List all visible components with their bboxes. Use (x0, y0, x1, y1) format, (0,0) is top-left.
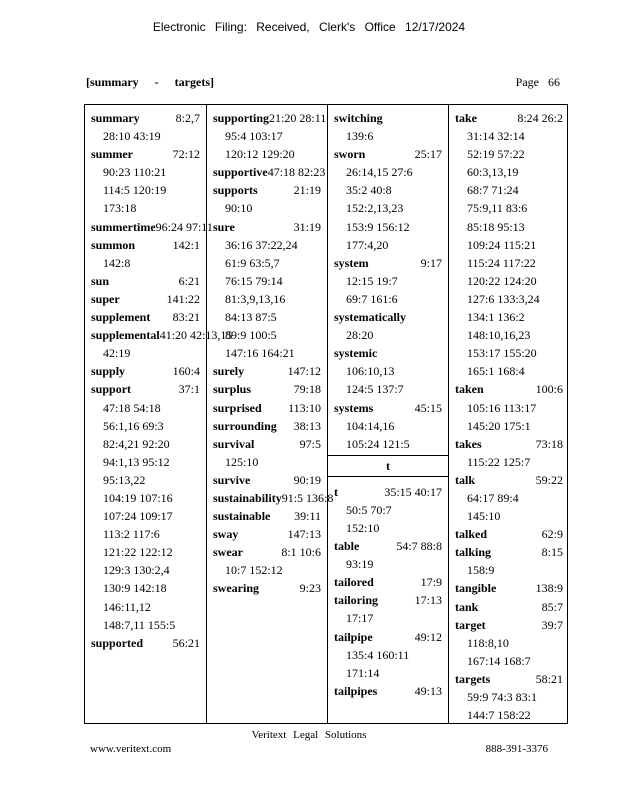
index-reference: 58:21 (535, 671, 563, 686)
index-reference: 45:15 (414, 400, 442, 415)
index-term: talked (455, 527, 488, 542)
index-column-3 (327, 105, 448, 723)
index-entry (334, 344, 442, 398)
index-reference: 42:19 (103, 346, 131, 361)
index-reference: 25:17 (414, 147, 442, 162)
index-entry (455, 543, 563, 579)
index-entry (91, 109, 200, 145)
index-reference: 10:7 152:12 (225, 563, 283, 578)
index-term: summer (91, 147, 133, 162)
index-reference: 39:11 (294, 509, 321, 524)
index-reference: 105:16 113:17 (467, 400, 537, 415)
index-reference: 75:9,11 83:6 (467, 201, 528, 216)
index-term: supports (213, 183, 258, 198)
index-term: tailored (334, 575, 374, 590)
index-reference: 59:9 74:3 83:1 (467, 690, 538, 704)
index-reference: 118:8,10 (467, 635, 509, 650)
index-reference: 105:24 121:5 (346, 436, 410, 451)
index-reference: 148:7,11 155:5 (103, 617, 176, 632)
index-reference: 145:10 (467, 509, 501, 524)
index-entry (455, 579, 563, 597)
index-term: systems (334, 400, 374, 415)
index-term: surrounding (213, 418, 277, 433)
index-reference: 39:7 (541, 617, 563, 632)
index-entry (91, 218, 213, 236)
index-reference: 127:6 133:3,24 (467, 291, 540, 306)
index-reference: 153:17 155:20 (467, 346, 537, 361)
index-reference: 147:13 (287, 527, 321, 542)
index-entry (334, 537, 442, 573)
index-reference: 69:7 161:6 (346, 291, 398, 306)
index-term: sure (213, 219, 235, 234)
index-entry (213, 579, 321, 597)
index-reference: 158:9 (467, 563, 495, 578)
index-term: tangible (455, 581, 497, 596)
index-reference: 26:14,15 27:6 (346, 165, 413, 180)
index-reference: 17:9 (420, 575, 442, 590)
index-entry (334, 573, 442, 591)
index-reference: 76:15 79:14 (225, 273, 283, 288)
index-reference: 41:20 42:13,15 (159, 328, 233, 343)
index-term: surplus (213, 382, 252, 397)
index-entry (334, 254, 442, 308)
index-table (84, 104, 568, 724)
index-reference: 17:13 (414, 593, 442, 608)
index-reference: 152:2,13,23 (346, 201, 404, 216)
index-term: target (455, 617, 486, 632)
index-reference: 28:20 (346, 328, 374, 343)
index-reference: 113:2 117:6 (103, 527, 160, 542)
index-reference: 54:7 88:8 (396, 539, 442, 554)
index-term: t (334, 484, 338, 499)
index-reference: 113:10 (288, 400, 321, 415)
index-entry (213, 489, 334, 507)
index-term: supply (91, 364, 126, 379)
index-reference: 38:13 (293, 418, 321, 433)
index-reference: 36:16 37:22,24 (225, 237, 298, 252)
index-reference: 37:1 (178, 382, 200, 397)
index-reference: 153:9 156:12 (346, 219, 410, 234)
index-reference: 81:3,9,13,16 (225, 291, 286, 306)
index-reference: 59:22 (535, 472, 563, 487)
index-reference: 47:18 54:18 (103, 400, 161, 415)
index-term: takes (455, 436, 482, 451)
index-reference: 115:24 117:22 (467, 255, 536, 270)
index-term: survival (213, 436, 255, 451)
index-term: tailoring (334, 593, 378, 608)
index-term: systemic (334, 346, 378, 361)
index-reference: 85:7 (541, 599, 563, 614)
index-reference: 90:10 (225, 201, 253, 216)
index-term: systematically (334, 310, 406, 325)
index-entry (213, 380, 321, 398)
index-entry (91, 145, 200, 217)
index-reference: 56:1,16 69:3 (103, 418, 164, 433)
index-entry (213, 109, 327, 163)
index-entry (91, 380, 200, 633)
index-reference: 129:3 130:2,4 (103, 563, 170, 578)
range-separator: - (154, 75, 159, 89)
index-term: take (455, 111, 477, 125)
index-reference: 56:21 (172, 635, 200, 650)
index-reference: 8:24 26:2 (517, 111, 563, 125)
index-entry (213, 362, 321, 380)
index-reference: 50:5 70:7 (346, 502, 392, 517)
index-term: sustainable (213, 509, 271, 524)
index-reference: 139:6 (346, 129, 374, 144)
index-term: sworn (334, 147, 366, 162)
index-term: tailpipes (334, 683, 378, 698)
index-reference: 142:1 (172, 237, 200, 252)
index-reference: 146:11,12 (103, 599, 151, 614)
index-entry (213, 525, 321, 543)
index-entry (91, 326, 233, 362)
index-term: supportive (213, 165, 268, 180)
index-term: supporting (213, 111, 270, 125)
index-entry (455, 670, 563, 724)
index-reference: 171:14 (346, 665, 380, 680)
index-entry (334, 591, 442, 627)
range-end: targets] (174, 75, 214, 89)
index-entry (91, 634, 200, 652)
index-reference: 104:19 107:16 (103, 490, 173, 505)
index-reference: 31:14 32:14 (467, 129, 525, 144)
index-column-4 (448, 105, 569, 723)
index-reference: 95:4 103:17 (225, 129, 283, 144)
index-term: super (91, 291, 120, 306)
index-term: tank (455, 599, 479, 614)
index-term: table (334, 539, 360, 554)
index-reference: 90:23 110:21 (103, 165, 167, 180)
index-entry (213, 417, 321, 435)
index-reference: 89:9 100:5 (225, 328, 277, 343)
index-term: sustainability (213, 490, 282, 505)
index-entry (455, 525, 563, 543)
index-reference: 60:3,13,19 (467, 165, 519, 180)
index-term: switching (334, 111, 383, 125)
index-entry (213, 507, 321, 525)
index-column-2 (206, 105, 334, 723)
index-reference: 9:17 (420, 255, 442, 270)
index-reference: 120:12 129:20 (225, 147, 295, 162)
index-reference: 64:17 89:4 (467, 490, 519, 505)
index-reference: 94:1,13 95:12 (103, 454, 170, 469)
index-reference: 73:18 (535, 436, 563, 451)
index-reference: 100:6 (535, 382, 563, 397)
index-entry (213, 471, 321, 489)
index-reference: 152:10 (346, 520, 380, 535)
index-reference: 173:18 (103, 201, 137, 216)
index-reference: 84:13 87:5 (225, 310, 277, 325)
index-reference: 167:14 168:7 (467, 653, 531, 668)
index-reference: 142:8 (103, 255, 131, 270)
index-term: system (334, 255, 369, 270)
index-term: supplement (91, 310, 151, 325)
index-entry (91, 272, 200, 290)
index-entry (213, 399, 321, 417)
index-entry (455, 380, 563, 434)
page-number (516, 75, 560, 90)
section-heading-t: t (328, 455, 448, 477)
index-reference: 135:4 160:11 (346, 647, 410, 662)
index-reference: 148:10,16,23 (467, 328, 531, 343)
index-reference: 107:24 109:17 (103, 509, 173, 524)
index-reference: 104:14,16 (346, 418, 395, 433)
index-entry (334, 145, 442, 254)
index-reference: 121:22 122:12 (103, 545, 173, 560)
index-reference: 138:9 (535, 581, 563, 596)
page-number-value: 66 (548, 75, 560, 89)
index-reference: 28:10 43:19 (103, 129, 161, 144)
filing-stamp: Electronic Filing: Received, Clerk's Office 12/17/2024 (152, 20, 466, 34)
index-entry (455, 598, 563, 616)
index-entry (213, 543, 321, 579)
index-reference: 165:1 168:4 (467, 364, 525, 379)
index-reference: 21:20 28:11 (269, 111, 327, 125)
index-reference: 106:10,13 (346, 364, 395, 379)
index-term: surely (213, 364, 245, 379)
index-reference: 130:9 142:18 (103, 581, 167, 596)
index-reference: 125:10 (225, 454, 259, 469)
index-reference: 79:18 (293, 382, 321, 397)
index-reference: 49:12 (414, 629, 442, 644)
index-entry (91, 362, 200, 380)
index-reference: 93:19 (346, 557, 374, 572)
index-reference: 96:24 97:11 (155, 219, 213, 234)
index-reference: 21:19 (293, 183, 321, 198)
index-entry (334, 399, 442, 453)
index-reference: 61:9 63:5,7 (225, 255, 280, 270)
footer-phone: 888-391-3376 (485, 743, 548, 755)
index-reference: 82:4,21 92:20 (103, 436, 170, 451)
index-reference: 31:19 (293, 219, 321, 234)
index-term: surprised (213, 400, 262, 415)
index-term: targets (455, 671, 491, 686)
index-entry (455, 435, 563, 471)
index-reference: 120:22 124:20 (467, 273, 537, 288)
index-reference: 6:21 (178, 273, 200, 288)
index-reference: 147:16 164:21 (225, 346, 295, 361)
index-reference: 145:20 175:1 (467, 418, 531, 433)
footer-website: www.veritext.com (90, 743, 172, 755)
index-entry (455, 109, 563, 380)
index-entry (213, 163, 326, 181)
index-entry (334, 682, 442, 700)
index-reference: 134:1 136:2 (467, 310, 525, 325)
index-entry (213, 181, 321, 217)
index-term: sway (213, 527, 239, 542)
index-entry (91, 308, 200, 326)
index-term: summon (91, 237, 136, 252)
index-range (86, 75, 214, 90)
index-reference: 114:5 120:19 (103, 183, 167, 198)
index-term: taken (455, 382, 484, 397)
index-reference: 68:7 71:24 (467, 183, 519, 198)
index-term: support (91, 382, 132, 397)
index-entry (334, 483, 442, 537)
index-term: survive (213, 472, 251, 487)
range-start: [summary (86, 75, 139, 89)
index-entry (334, 628, 442, 682)
index-entry (334, 109, 442, 145)
index-reference: 141:22 (166, 291, 200, 306)
index-reference: 91:5 136:8 (281, 490, 334, 505)
index-reference: 160:4 (172, 364, 200, 379)
index-term: summary (91, 111, 140, 125)
index-reference: 115:22 125:7 (467, 454, 531, 469)
index-term: summertime (91, 219, 156, 234)
index-reference: 177:4,20 (346, 237, 389, 252)
index-reference: 35:2 40:8 (346, 183, 392, 198)
index-term: swear (213, 545, 243, 560)
index-reference: 147:12 (287, 364, 321, 379)
index-entry (455, 471, 563, 525)
index-term: tailpipe (334, 629, 373, 644)
index-entry (334, 308, 442, 344)
index-term: talk (455, 472, 476, 487)
index-reference: 9:23 (299, 581, 321, 596)
index-reference: 8:2,7 (175, 111, 200, 125)
index-reference: 62:9 (541, 527, 563, 542)
index-entry (455, 616, 563, 670)
index-reference: 124:5 137:7 (346, 382, 404, 397)
footer-company: Veritext Legal Solutions (251, 729, 367, 741)
index-term: sun (91, 273, 110, 288)
index-term: talking (455, 545, 492, 560)
index-entry (91, 236, 200, 272)
index-reference: 90:19 (293, 472, 321, 487)
index-reference: 8:1 10:6 (281, 545, 321, 560)
index-reference: 49:13 (414, 683, 442, 698)
index-reference: 17:17 (346, 611, 374, 626)
page-label: Page (515, 75, 539, 89)
index-reference: 95:13,22 (103, 472, 146, 487)
index-reference: 72:12 (172, 147, 200, 162)
index-entry (91, 290, 200, 308)
index-reference: 144:7 158:22 (467, 708, 531, 723)
index-reference: 8:15 (541, 545, 563, 560)
index-entry (213, 218, 321, 363)
index-reference: 47:18 82:23 (267, 165, 326, 180)
index-term: supported (91, 635, 144, 650)
index-reference: 52:19 57:22 (467, 147, 525, 162)
index-reference: 35:15 40:17 (384, 484, 442, 499)
index-term: swearing (213, 581, 259, 596)
index-entry (213, 435, 321, 471)
index-reference: 97:5 (299, 436, 321, 451)
index-reference: 85:18 95:13 (467, 219, 525, 234)
index-reference: 12:15 19:7 (346, 273, 398, 288)
index-term: supplemental (91, 328, 160, 343)
index-reference: 109:24 115:21 (467, 237, 537, 252)
index-reference: 83:21 (172, 310, 200, 325)
